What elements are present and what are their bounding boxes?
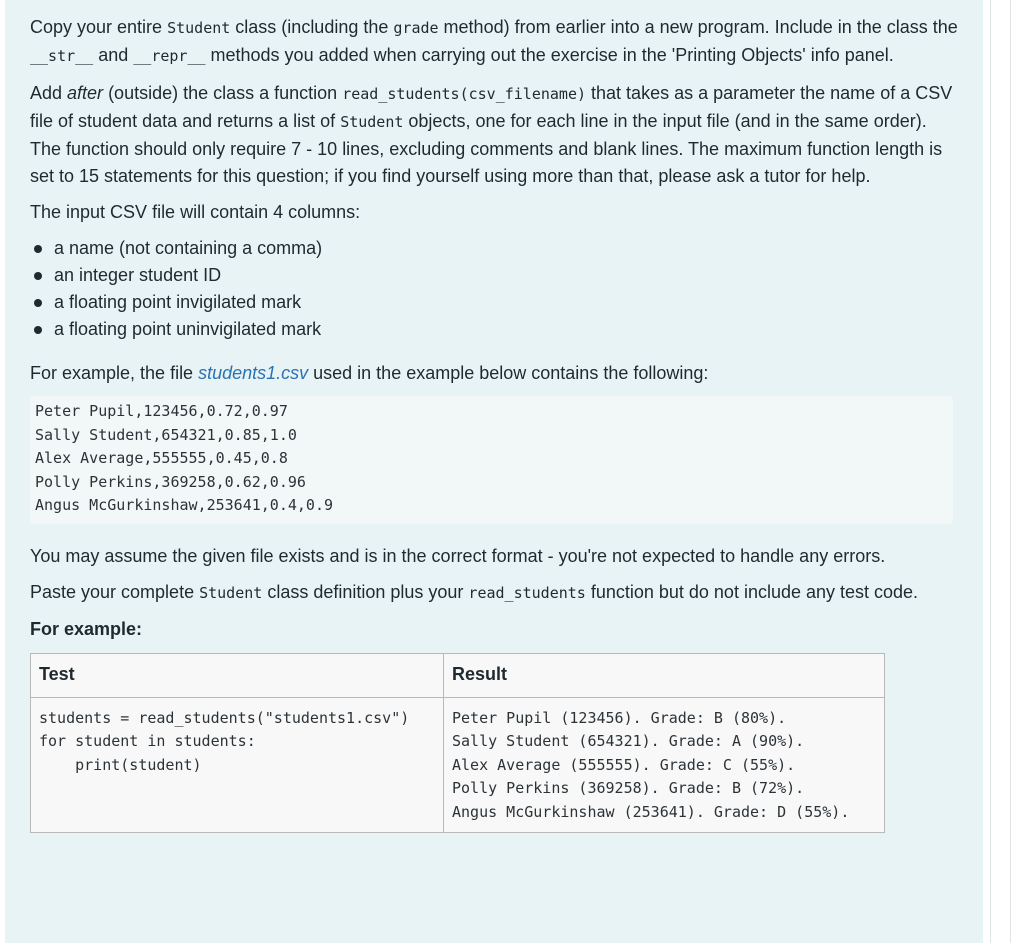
table-row [31, 697, 885, 833]
paste-paragraph [30, 579, 958, 607]
intro-paragraph [30, 14, 958, 70]
result-line: Polly Perkins (369258). Grade: B (72%). [452, 779, 805, 797]
result-cell [444, 697, 885, 833]
intro-text: class (including the [230, 17, 394, 37]
function-text: Add [30, 83, 68, 103]
inline-code-student: Student [199, 583, 263, 602]
list-item: an integer student ID [54, 262, 958, 289]
scrollbar[interactable] [990, 0, 1011, 943]
list-item: a name (not containing a comma) [54, 235, 958, 262]
table-header-row [31, 653, 885, 697]
test-code-line: for student in students: [39, 732, 256, 750]
intro-text: method) from earlier into a new program. Include in the class the [438, 17, 958, 37]
column-header-result: Result [444, 653, 885, 697]
csv-code-block [30, 396, 953, 524]
test-code-line: print(student) [39, 755, 202, 774]
example-file-paragraph [30, 360, 958, 387]
assume-paragraph: You may assume the given file exists and is in the correct format - you're not expected to handle any errors. [30, 545, 886, 566]
column-header-test: Test [31, 653, 444, 697]
inline-code-read-students: read_students [468, 583, 586, 602]
paste-text: function but do not include any test code. [585, 581, 919, 602]
inline-code-repr: __repr__ [133, 47, 206, 65]
example-file-text: For example, the file [30, 363, 199, 383]
columns-intro: The input CSV file will contain 4 columns: [30, 202, 361, 222]
test-code-line: students = read_students("students1.csv") [39, 708, 410, 727]
result-line: Sally Student (654321). Grade: A (90%). [452, 732, 805, 750]
for-example-label: For example: [30, 618, 143, 639]
result-line: Angus McGurkinshaw (253641). Grade: D (55%). [452, 802, 850, 821]
inline-code-grade: grade [393, 19, 439, 37]
function-text: that takes as a parameter the name of a CSV file of student data and returns a list of [30, 83, 953, 131]
code-line: Sally Student,654321,0.85,1.0 [35, 425, 297, 444]
function-text: objects, one for each line in the input file (and in the same order). The function should only require 7 - 10 lines, excluding comments and blank lines. The maximum function length is set to 15 statements for this question; if you find yourself using more than that, please ask a tutor for help. [30, 111, 943, 186]
emphasis-after: after [67, 83, 104, 103]
list-item: a floating point invigilated mark [54, 289, 958, 316]
paste-text: class definition plus your [262, 581, 469, 602]
function-text: (outside) the class a function [103, 83, 343, 103]
code-line: Angus McGurkinshaw,253641,0.4,0.9 [35, 496, 334, 514]
result-line: Alex Average (555555). Grade: C (55%). [452, 755, 796, 774]
result-line: Peter Pupil (123456). Grade: B (80%). [452, 708, 787, 727]
code-line: Alex Average,555555,0.45,0.8 [35, 449, 288, 467]
test-cell [31, 697, 444, 833]
code-line: Polly Perkins,369258,0.62,0.96 [35, 472, 306, 491]
paste-text: Paste your complete [30, 581, 200, 602]
list-item: a floating point uninvigilated mark [54, 316, 958, 343]
inline-code-str: __str__ [30, 47, 94, 65]
inline-code-student: Student [167, 19, 231, 37]
example-file-text: used in the example below contains the following: [308, 363, 709, 383]
examples-table [30, 653, 885, 834]
inline-code-student: Student [340, 113, 404, 131]
intro-text: methods you added when carrying out the exercise in the 'Printing Objects' info panel. [205, 45, 894, 65]
intro-text: and [93, 45, 134, 65]
function-paragraph [30, 80, 958, 190]
columns-list [30, 235, 958, 343]
question-text-panel [5, 0, 983, 943]
intro-text: Copy your entire [30, 17, 168, 37]
inline-code-function-signature: read_students(csv_filename) [342, 85, 587, 103]
code-line: Peter Pupil,123456,0.72,0.97 [35, 402, 288, 420]
csv-file-link[interactable]: students1.csv [198, 363, 309, 383]
